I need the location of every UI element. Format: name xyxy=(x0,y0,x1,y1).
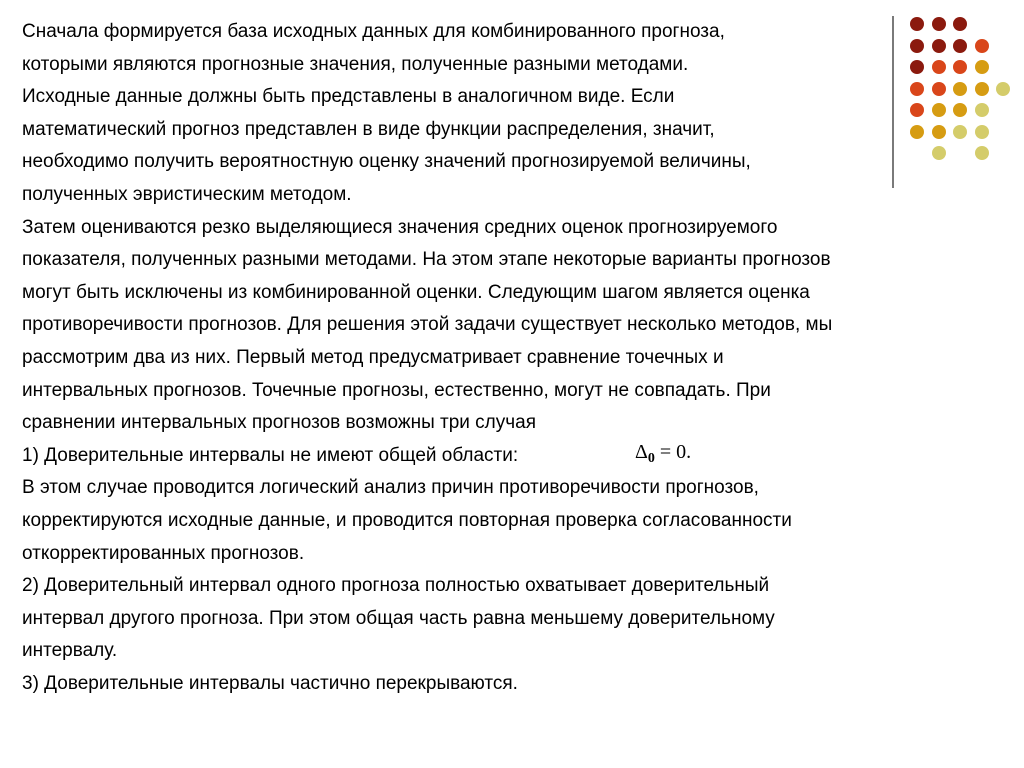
text-line: интервальных прогнозов. Точечные прогнозы, естественно, могут не совпадать. При xyxy=(22,379,771,401)
decorative-dot xyxy=(975,82,989,96)
decorative-dot xyxy=(910,39,924,53)
formula-delta-zero xyxy=(635,441,691,467)
paragraph-case-3 xyxy=(22,668,1012,701)
text-line: Затем оцениваются резко выделяющиеся значения средних оценок прогнозируемого xyxy=(22,216,778,238)
text-line: могут быть исключены из комбинированной оценки. Следующим шагом является оценка xyxy=(22,281,810,303)
text-line: Исходные данные должны быть представлены в аналогичном виде. Если xyxy=(22,86,675,108)
decorative-dot xyxy=(910,82,924,96)
decorative-dot xyxy=(910,60,924,74)
decorative-dot xyxy=(910,17,924,31)
text-line: 1) Доверительные интервалы не имеют общей области: xyxy=(22,444,519,466)
decorative-dot xyxy=(953,17,967,31)
text-line: интервал другого прогноза. При этом общая часть равна меньшему доверительному xyxy=(22,607,775,629)
decorative-dot xyxy=(975,103,989,117)
decorative-dot xyxy=(953,103,967,117)
decorative-dot xyxy=(932,17,946,31)
formula-symbol: Δ xyxy=(635,441,648,463)
text-line: математический прогноз представлен в виде функции распределения, значит, xyxy=(22,118,715,140)
decorative-dot xyxy=(953,60,967,74)
slide-body-text xyxy=(22,16,1012,700)
decorative-dot xyxy=(996,82,1010,96)
decorative-dot xyxy=(975,60,989,74)
text-line: сравнении интервальных прогнозов возможны три случая xyxy=(22,412,537,434)
decorative-dot xyxy=(975,125,989,139)
paragraph-case-1-detail xyxy=(22,472,1012,570)
decorative-dot xyxy=(910,103,924,117)
paragraph-evaluation xyxy=(22,212,1012,440)
paragraph-intro xyxy=(22,16,1012,212)
decorative-dot xyxy=(953,82,967,96)
formula-rest: = 0. xyxy=(654,441,692,463)
paragraph-case-1 xyxy=(22,440,1012,473)
decorative-divider-line xyxy=(892,16,894,188)
decorative-dot xyxy=(953,39,967,53)
decorative-dot xyxy=(932,82,946,96)
text-line: Сначала формируется база исходных данных для комбинированного прогноза, xyxy=(22,21,725,42)
text-line: В этом случае проводится логический анализ причин противоречивости прогнозов, xyxy=(22,477,759,499)
decorative-dot xyxy=(932,39,946,53)
decorative-dot xyxy=(932,60,946,74)
text-line: полученных эвристическим методом. xyxy=(22,183,352,205)
text-line: которыми являются прогнозные значения, полученные разными методами. xyxy=(22,53,689,75)
decorative-dot-grid xyxy=(900,10,1020,170)
decorative-dot xyxy=(932,125,946,139)
text-line: интервалу. xyxy=(22,640,118,662)
decorative-dot xyxy=(975,39,989,53)
decorative-dot xyxy=(953,125,967,139)
decorative-dot xyxy=(910,125,924,139)
text-line: противоречивости прогнозов. Для решения этой задачи существует несколько методов, мы xyxy=(22,314,833,336)
text-line: рассмотрим два из них. Первый метод предусматривает сравнение точечных и xyxy=(22,346,724,368)
text-line: показателя, полученных разными методами. На этом этапе некоторые варианты прогнозов xyxy=(22,249,831,271)
decorative-dot xyxy=(975,146,989,160)
text-line: 2) Доверительный интервал одного прогноза полностью охватывает доверительный xyxy=(22,575,770,597)
decorative-dot xyxy=(932,103,946,117)
text-line: откорректированных прогнозов. xyxy=(22,542,305,564)
text-line: 3) Доверительные интервалы частично перекрываются. xyxy=(22,672,518,694)
text-line: необходимо получить вероятностную оценку значений прогнозируемой величины, xyxy=(22,151,751,173)
text-line: корректируются исходные данные, и проводится повторная проверка согласованности xyxy=(22,509,792,531)
decorative-dot xyxy=(932,146,946,160)
paragraph-case-2 xyxy=(22,570,1012,668)
formula-subscript: 0 xyxy=(647,451,655,466)
